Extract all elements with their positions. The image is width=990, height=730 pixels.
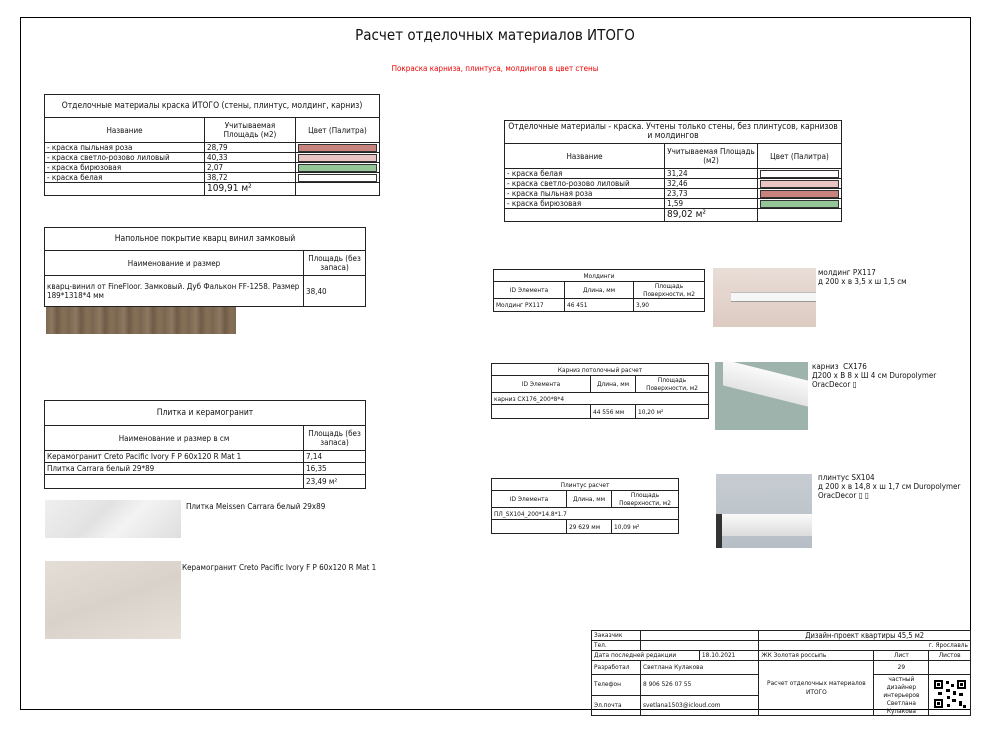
project-title: Дизайн-проект квартиры 45,5 м2 [759, 631, 971, 641]
floor-caption: Напольное покрытие кварц винил замковый [45, 228, 366, 251]
cornice-table: Карниз потолочный расчет ID Элемента Длина, мм Площадь Поверхности, м2 карниз CX176_200*8*4 44 556 мм 10,20 м² [491, 363, 709, 419]
tiles-table [44, 400, 366, 489]
table-row: - краска бирюзовая 1,59 [505, 199, 842, 209]
col-color: Цвет (Палитра) [296, 118, 380, 143]
paint-walls-sum: 89,02 м² [665, 209, 758, 222]
table-row: карниз CX176_200*8*4 [492, 393, 709, 405]
table-row: 29 629 мм 10,09 м² [492, 520, 679, 534]
col-name: Название [45, 118, 205, 143]
paint-total-table [44, 94, 380, 196]
color-swatch [760, 180, 839, 188]
molding-image [713, 268, 816, 327]
cornice-caption: Карниз потолочный расчет [492, 364, 709, 376]
table-row: кварц-винил от FineFloor. Замковый. Дуб Фалькон FF-1258. Размер 189*1318*4 мм 38,40 [45, 276, 366, 307]
col-area: Учитываемая Площадь (м2) [205, 118, 296, 143]
col-name: Наименование и размер в см [45, 426, 304, 451]
col-area: Площадь (без запаса) [304, 426, 366, 451]
table-row: - краска белая 31,24 [505, 169, 842, 179]
color-swatch [298, 164, 377, 172]
col-name: Название [505, 144, 665, 169]
designer: частный дизайнер интерьеров Светлана Кулакова [874, 675, 929, 716]
color-swatch [760, 200, 839, 208]
tile-image-caption: Плитка Meissen Carrara белый 29x89 [186, 502, 326, 511]
doc-name: Расчет отделочных материалов ИТОГО [759, 661, 874, 716]
moldings-table: Молдинги ID Элемента Длина, мм Площадь Поверхности, м2 Молдинг PX117 46 451 3,90 [493, 269, 705, 312]
table-row: - краска пыльная роза 28,79 [45, 143, 380, 153]
table-row: - краска пыльная роза 23,73 [505, 189, 842, 199]
table-row: - краска светло-розово лиловый 40,33 [45, 153, 380, 163]
table-row: Молдинг PX117 46 451 3,90 [494, 299, 705, 312]
tile-image [45, 500, 181, 538]
color-swatch [760, 190, 839, 198]
color-swatch [298, 144, 377, 152]
color-swatch [298, 154, 377, 162]
paint-walls-table [504, 120, 842, 222]
tiles-sum: 23,49 м² [304, 475, 366, 489]
porcelain-image [45, 561, 181, 639]
moldings-caption: Молдинги [494, 270, 705, 282]
col-name: Наименование и размер [45, 251, 304, 276]
cornice-desc: карниз CX176 Д200 х В 8 х Ш 4 см Duropolymer OracDecor ▯ [812, 362, 937, 389]
color-swatch [760, 170, 839, 178]
paint-total-caption: Отделочные материалы краска ИТОГО (стены, плинтус, молдинг, карниз) [45, 95, 380, 118]
table-row: Керамогранит Creto Pacific Ivory F P 60x120 R Mat 1 7,14 [45, 451, 366, 463]
floor-texture-image [46, 307, 236, 334]
table-row: - краска белая 38,72 [45, 173, 380, 183]
plinth-table: Плинтус расчет ID Элемента Длина, мм Площадь Поверхности, м2 ПЛ_SX104_200*14.8*1.7 29 629 мм 10,09 м² [491, 478, 679, 534]
qr-code-icon [933, 679, 967, 709]
project-city: г. Ярославль [759, 641, 971, 651]
table-row: - краска светло-розово лиловый 32,46 [505, 179, 842, 189]
plinth-image [716, 474, 812, 548]
table-row: - краска бирюзовая 2,07 [45, 163, 380, 173]
molding-desc: молдинг PX117 д 200 х в 3,5 х ш 1,5 см [818, 268, 907, 286]
table-row: Плитка Carrara белый 29*89 16,35 [45, 463, 366, 475]
plinth-desc: плинтус SX104 д 200 х в 14,8 х ш 1,7 см Duropolymer OracDecor ▯ ▯ [818, 473, 961, 500]
col-area: Площадь (без запаса) [304, 251, 366, 276]
table-row: ПЛ_SX104_200*14.8*1.7 [492, 508, 679, 520]
col-color: Цвет (Палитра) [758, 144, 842, 169]
floor-table [44, 227, 366, 307]
color-swatch [298, 174, 377, 182]
page-title: Расчет отделочных материалов ИТОГО [355, 26, 635, 44]
plinth-caption: Плинтус расчет [492, 479, 679, 491]
col-area: Учитываемая Площадь (м2) [665, 144, 758, 169]
paint-walls-caption: Отделочные материалы - краска. Учтены только стены, без плинтусов, карнизов и молдингов [505, 121, 842, 144]
table-row: 44 556 мм 10,20 м² [492, 405, 709, 419]
paint-total-sum: 109,91 м² [205, 183, 296, 196]
porcelain-image-caption: Керамогранит Creto Pacific Ivory F P 60x120 R Mat 1 [182, 563, 377, 572]
cornice-image [715, 362, 808, 430]
title-block: Заказчик Дизайн-проект квартиры 45,5 м2 Тел. г. Ярославль Дата последней редакции 18.10.2021 ЖК Золотая россыпь Лист Листов Разработал Светлана Кулакова Расчет отделочных материалов ИТОГО 29 Телефон 8 906 526 07 55 частный дизайнер интерьеров Светлана Кулакова Эл.почта svetlana1503@icloud.com [591, 630, 971, 716]
page-subtitle: Покраска карниза, плинтуса, молдингов в цвет стены [391, 64, 599, 73]
tiles-caption: Плитка и керамогранит [45, 401, 366, 426]
